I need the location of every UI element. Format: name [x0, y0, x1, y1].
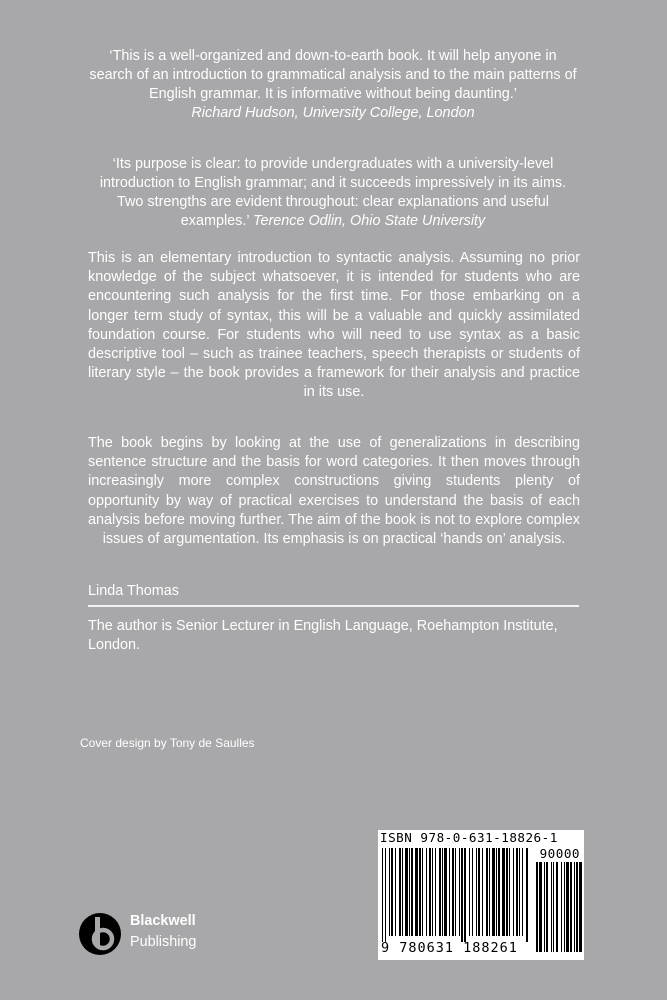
ean-digits: 9 780631 188261: [381, 940, 518, 956]
divider-rule: [88, 605, 579, 607]
barcode-addon-number: 90000: [539, 846, 580, 861]
description-paragraph-2: The book begins by looking at the use of generalizations in describing sentence structure and the basis for word categories. It then moves through increasingly more complex constructions giving students plenty of opportunity by way of practical exercises to understand the basis of each analysis before moving further. The aim of the book is not to explore complex issues of argumentation. Its emphasis is on practical ‘hands on’ analysis.: [88, 435, 580, 548]
quote-attribution: Terence Odlin, Ohio State University: [253, 213, 486, 229]
description-paragraph-1: This is an elementary introduction to syntactic analysis. Assuming no prior knowledge of the subject whatsoever, it is intended for students who are encountering such analysis for the first time. For those embarking on a longer term study of syntax, this will be a valuable and quickly assimilated foundation course. For students who will need to use syntax as a basic descriptive tool – such as trainee teachers, speech therapists or students of literary style – the book provides a framework for their analysis and practice in its use.: [88, 250, 580, 401]
review-quote-odlin: [88, 155, 578, 231]
review-quote-hudson: [88, 47, 578, 123]
quote-text: ‘This is a well-organized and down-to-earth book. It will help anyone in search of an introduction to grammatical analysis and to the main patterns of English grammar. It is informative without being daunting.’: [89, 48, 577, 102]
cover-credit: Cover design by Tony de Saulles: [80, 736, 255, 750]
barcode: [378, 830, 584, 960]
publisher-name: Blackwell: [130, 913, 196, 929]
author-name: Linda Thomas: [88, 583, 179, 599]
isbn-text: ISBN 978-0-631-18826-1: [380, 830, 558, 845]
quote-text: ‘Its purpose is clear: to provide undergraduates with a university-level introduction to English grammar; and it succeeds impressively in its aims. Two strengths are evident throughout: clear explanations and useful examples.’: [99, 156, 567, 229]
publisher-subname: Publishing: [130, 934, 197, 950]
author-bio: The author is Senior Lecturer in English Language, Roehampton Institute, London.: [88, 618, 558, 654]
blackwell-b-logo-icon: [78, 912, 122, 956]
quote-attribution: Richard Hudson, University College, London: [191, 105, 475, 121]
